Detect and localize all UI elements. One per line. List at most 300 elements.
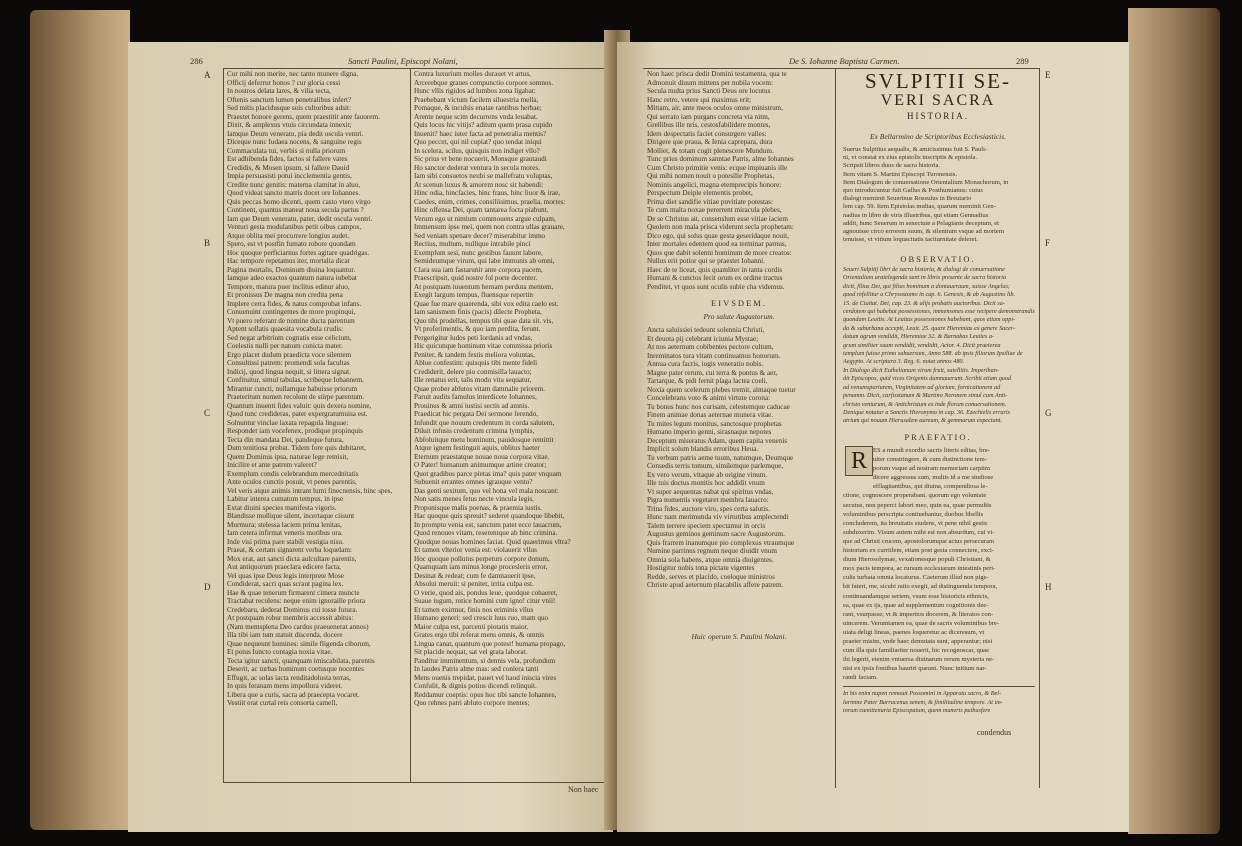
text-line: Iam cetera infirmat veneris moribus ora. — [227, 529, 343, 537]
text-line: dit Episcopos, quid vices Origenis damnauerunt. Scribit etiam quod — [843, 375, 1012, 383]
text-line: In his enim nupen remouit Possomini in Apparatu sacro, & Bel- — [843, 690, 1002, 697]
text-line: voluminibus perscripta continebantur, duobus libellis — [843, 510, 984, 518]
text-line: Quod renoues vitam, reserentque ab hinc crimina. — [414, 529, 558, 537]
work-title-line-2: VERI SACRA — [880, 92, 996, 109]
text-line: Iam que Deum veneratu, pater, dedit oscula ventri. — [227, 214, 373, 223]
text-line: quod refellitur a Chrysostomo in cap. 6. Genesis, & ab Augustino lib. — [843, 291, 1016, 299]
text-line: Dum tenitiosa probat. Tidem fore quis dubitaret, — [227, 444, 366, 452]
text-line: Trina fides, auctore viro, spes certa salutis. — [647, 504, 770, 513]
text-line: Mirantur cuncti, nullamque habuisse priorum — [227, 384, 358, 393]
text-line: nadius in libro de viris illustribus, qui etiam Gennadius — [843, 211, 989, 219]
text-line: penamm. Dicit, carfisstanum & Martino Neronem simul cum Anti- — [843, 392, 1008, 400]
text-line: Verum ego ut nimium commouens argue culpam, — [414, 214, 556, 223]
text-line: Exegit largum tempus, fluensque repertin — [414, 291, 534, 299]
text-line: Iamque Deum veneratu, pia dedit oscula ventri. — [227, 129, 364, 138]
right-page — [617, 42, 1129, 832]
text-line: Te cum malta noxae pererrent miracula plebes, — [647, 206, 782, 214]
text-line: Iam sibi consuetos neubi se mallefratu voluptas, — [414, 172, 553, 180]
observatio-text — [843, 266, 1035, 430]
text-line: Murmura; stelessa laciem prima lenitas, — [227, 520, 342, 529]
text-line: Suerus Sulpitius aequalis, & amicissimus fuit S. Pauli- — [843, 146, 988, 153]
text-line: Lingua canat, quantum que potest! humana propago, — [414, 639, 566, 648]
closing-note: Huic operum S. Paulini Nolani. — [691, 632, 787, 641]
text-line: Implere cerra fides, & natus comprobat infans. — [227, 299, 362, 308]
text-line: Praedicat hic pergata Dei sermone ferendo, — [414, 410, 538, 418]
text-line: Qui serrato iam purgans concreta via nitm, — [647, 112, 770, 121]
text-line: Quodque nouas homines faciat. Quid quaerimus vltra? — [414, 537, 571, 546]
text-line: Et potus Iuncto contagia noxia vitae. — [227, 648, 333, 656]
text-line: Crediderit, delere pio conmisilla lauacto; — [414, 367, 532, 376]
text-line: Credite nunc genitis: materna clamitat in aluo, — [227, 180, 361, 189]
text-line: Hinc odia, hincfacies, hinc fraus, hinc liuor & irae, — [414, 189, 561, 197]
text-line: que ad Christi crucem, apostolorumque actus persecuram — [843, 537, 995, 545]
text-line: Pigra nomentis vegetaret membra lauacro: — [647, 496, 769, 504]
text-line: Quem Dominus ipsa, naturae lege remisit, — [227, 452, 349, 461]
text-line: cerdotem qui habebat possessiones, immensones esse recipere demonstrandis — [843, 308, 1035, 316]
text-line: Hanc retro, vetere qui maximus erit; — [647, 95, 752, 104]
right-margin-letter-f: F — [1045, 238, 1051, 248]
text-line: Ho sanctor dederat ventura in secula mores. — [414, 163, 540, 172]
right-column-divider — [835, 68, 836, 788]
text-line: efflagitantibus, qui diuina, compendiosa le- — [873, 483, 988, 491]
text-line: Confulit, & dignis potius dicendi relinquit. — [414, 682, 537, 690]
text-line: Scripsit libros duos de sacra historia. — [843, 162, 941, 170]
text-line: Exemplum sesi, nunc gestibus fauunt labore, — [414, 248, 543, 257]
text-line: Magne pater rerum, cui terra & pontus & aer, — [647, 368, 778, 377]
text-line: cum illa quis familiariter nouerit, hic recognoscar, quae — [843, 647, 990, 655]
text-line: uiata deligi lineas, paenes loqueretur ac diceresum, vt — [843, 628, 985, 636]
text-line: Vel veris atque animis intrant lumi finecnensis, hinc spes, — [227, 486, 393, 495]
text-line: Praeat, & certam signarent verba loquelam: — [227, 546, 352, 554]
text-line: secutus, non peperci labori meo, quin ea, quae permultis — [843, 501, 992, 509]
text-line: Sic prius vt bene nocuerit, Monsque grautaudi — [414, 155, 547, 163]
text-line: Illa tibi iam tum statuit discenda, docere — [227, 631, 343, 639]
text-line: subduxerim. Visum autem mihi est non absurdum, cui vi- — [843, 528, 995, 536]
text-line: Prouinus & amni iustisi sectis ad amnis. — [414, 401, 530, 410]
text-line: Denique notatur a Sanctis Hieronymo in cap. 36. Ezechielis erraris — [843, 408, 1010, 416]
text-line: Atque oblita mei procurrere longius audet. — [227, 231, 350, 240]
text-line: Et pronissus De magna non credita pena — [227, 291, 343, 299]
text-line: Ablue confestim: quisquis tibi mente fideli — [414, 359, 538, 367]
text-line: quo introducuntur fuit Gallus & Posthumianus: cuius — [843, 187, 983, 195]
text-line: Sed negat arbitrium cognatis esse celicium, — [227, 333, 352, 342]
text-line: Finem animae donas aeternae munera vitae. — [647, 411, 774, 419]
text-line: culis turbata omnia locaturus. Caeterum illud non pige- — [843, 574, 989, 582]
text-line: da & suburbana accepit, Leuit. 25. quare Hieremias ex genere Sacer- — [843, 324, 1016, 332]
text-line: Pagina mortalis, Dominum diuina loquantur. — [227, 265, 356, 274]
text-line: Confituitur, simul tabulas, scribeque Iohannem. — [227, 376, 364, 384]
text-line: Quae nequeunt homines: simile fligenda ciborum, — [227, 639, 371, 648]
text-line: (Nam memsplena Deo cardos praeuenerat annos) — [227, 622, 369, 631]
text-line: Quolem non mala prisca viderunt secla prophetam: — [647, 223, 794, 231]
text-line: Tartarque, & pidi fernit plaga lactea coeli, — [647, 377, 768, 385]
work-title-line-3: HISTORIA. — [906, 111, 970, 121]
eiusdem-subtitle: Pro salute Augustorum. — [703, 312, 775, 321]
text-line: Vt super aequentas nabat qui spiritus vndas, — [647, 487, 774, 496]
text-line: Hac tempore repetamus iter, mortalia dicat — [227, 257, 350, 265]
left-head-rule — [223, 68, 608, 69]
text-line: ES a mundi exordio sacris literis editas, bre- — [873, 447, 990, 454]
text-line: Sit placide nequat, sat vel grata laborat. — [414, 648, 528, 656]
text-line: Reddamur coeptis: opus hoc tibi sancte Iohannes, — [414, 690, 557, 699]
text-line: Libera que a curis, sacra ad praecepta vocaret. — [227, 690, 360, 699]
text-line: Non haec prisca dedit Domini testamenta, qua te — [647, 70, 787, 78]
text-line: dialogi meminit Seuerinus Rossulus in Breuiario — [843, 195, 972, 203]
text-line: At nos aeternum cobibentes pectore cultum, — [647, 343, 774, 351]
text-line: Absolui meruit: si penitet, irrita culpa est. — [414, 580, 534, 588]
text-line: uincerem. Verumtamen ea, quae de sacris voluminibus bre- — [843, 619, 1000, 627]
text-line: Caedes, enim, crimes, consiliisimus, praelia, mortes: — [414, 197, 566, 206]
text-line: Officij deferrur honos ? cur gloria cessi — [227, 78, 341, 87]
left-margin-letter-b: B — [204, 238, 211, 248]
right-margin-letter-h: H — [1045, 582, 1052, 592]
text-line: lem cap. 59. Item Epistolas multas, quarum meminit Gen- — [843, 203, 996, 211]
text-line: mox pacis tempora, ac rursum ecclesiarum intestinis peri- — [843, 565, 996, 573]
text-line: Praestet honore gerens, quem praestitit ante fauorem. — [227, 112, 380, 121]
text-line: Numine parrinus regnum neque diuidit vnum — [647, 547, 777, 555]
text-line: Concelebrans voto & animi virtute corona: — [647, 394, 771, 402]
text-line: At postquam robur membris accessit abitus: — [227, 614, 354, 622]
footnote-rule — [843, 686, 1035, 687]
text-line: De se Christus ait, consenslum esse vitiae iaciem — [647, 214, 788, 223]
text-line: Quantum inuenti fides valuit: quis dexera nomine, — [227, 401, 372, 410]
text-line: Ex vero verum, vitaque ab origine vinum. — [647, 470, 768, 479]
left-outer-rule — [223, 68, 224, 782]
eiusdem-title: EIVSDEM. — [711, 298, 767, 308]
observatio-title: OBSERVATIO. — [900, 254, 976, 264]
text-line: Quae prober ablutos vitam damnalie priorem. — [414, 384, 545, 393]
text-line: Aptent sollatis quaesita vocabula crudis: — [227, 325, 344, 333]
text-line: Credebaru, dederat Dominus cui tosse futura. — [227, 605, 358, 614]
text-line: nisi ex ipsis fontibus hauriri queunt. Nunc initium nar- — [843, 665, 987, 673]
text-line: Prima diet sandifie vitiae puvitiate potestas: — [647, 197, 773, 206]
text-line: Impia persuasisti potui incclementia gentis, — [227, 172, 352, 180]
text-line: Diluit infusis credentum crimina lymphis, — [414, 427, 535, 435]
text-line: Abfoluitque metu hominum, pauidosque remittit — [414, 435, 554, 444]
left-page-edges — [30, 10, 130, 830]
text-line: Iamque adeo exactos quantum natura iubebat — [227, 274, 357, 282]
work-subtitle: Ex Bellarmino de Scriptoribus Ecclesiasticis. — [869, 132, 1007, 141]
text-line: Das genti sexitum, quo vel hona vel mala noscant: — [414, 486, 559, 495]
text-line: Tractabat reculens: neque enim ignoraille priora — [227, 597, 366, 605]
text-line: Hoc quoque perficiarnus fortes agitare quadrigas. — [227, 248, 370, 257]
text-line: Immensum ipse mei, quem non contra ullas grauare, — [414, 223, 565, 231]
text-line: dicit, filius Dei, qui filius hominum a doniaueraum, suisse Angelus; — [843, 282, 1010, 290]
text-line: dotum agrum vendidit, Hieremiae 32. & Barnabas Leuites a- — [843, 333, 995, 341]
left-running-head: Sancti Paulini, Episcopi Nolani, — [348, 56, 458, 66]
text-line: Hoc quoque pollutus perpeturs corpore donum, — [414, 554, 550, 563]
text-line: O Pater! humanum animumque artine creator; — [414, 461, 547, 469]
text-line: Christe apud aeternum placabilis affere patrem. — [647, 581, 784, 589]
text-line: Seueri Sulpitij libri de sacra historia, & dialogi de conuersatione — [843, 266, 1005, 273]
right-page-number: 289 — [1016, 56, 1029, 66]
text-line: Molliet, & totam cogit plenescere Mundum. — [647, 146, 774, 155]
text-line: Eternum praestatque nouae noua corpora vitae. — [414, 452, 550, 461]
right-running-head: De S. Iohanne Baptista Carmen. — [789, 56, 900, 66]
text-line: praeter misim, vnde haec demutata sunt, apperantur; nisi — [843, 637, 993, 645]
text-line: Item Dialogum de conuersatione Orientalium Monachorum, in — [843, 178, 1009, 186]
text-line: In quis feranam mens impollura videret. — [227, 682, 343, 690]
text-line: porum vsque ad nostram memoriam carptim — [873, 465, 991, 473]
text-line: Item vitam S. Martini Episcopi Turonensis. — [843, 170, 958, 178]
text-line: Coelestis nulli per nanum conicta mater. — [227, 342, 343, 350]
text-line: Annua cura facris, iugis veneratio nobis. — [647, 360, 764, 368]
text-line: Omnia sola habens, atque omnia diuigentes. — [647, 555, 774, 564]
text-line: addit, hunc Seuerum in senectute a Pelagianis deceptum, et — [843, 219, 1000, 227]
text-line: Blandisse mollique silent, incertaque ciisunt — [227, 512, 355, 520]
intro-paragraph — [843, 146, 1035, 250]
text-line: Inreminatos tura vitam continuamus honorum. — [647, 351, 781, 360]
text-line: Desinat & redeat; cum fe damnauerit ipse, — [414, 571, 536, 580]
text-line: Mox erat, aut sancti dicta aulcultare parentis, — [227, 554, 357, 563]
text-line: Ancta saluissiei tedeunt solennia Christi, — [647, 326, 765, 334]
text-line: Aegypto. At scriptura 3. Reg. 6. notat annos 480. — [843, 358, 965, 366]
text-line: Deceptum miseratus Adam, quem capita venenis — [647, 436, 788, 445]
text-line: Nullus erit potior qui se praestet Iohanni. — [647, 257, 765, 265]
text-line: ctione, cognoscere properabant. quorum ego voluntate — [843, 492, 987, 500]
text-line: Quis frarrem inanumque pio complexus vtraumque — [647, 538, 795, 547]
text-line: Rectius, multum, nullique intrabile pinci — [414, 240, 531, 248]
text-line: continuandamque seriem, vsum esse historicis ethnicis, — [843, 592, 989, 600]
text-line: Effugit, ac solas iacta renditadolusta terras, — [227, 673, 351, 682]
text-line: Hunc nam merimunda viv virtutibus amplectendi — [647, 513, 789, 521]
text-line: Idem despectatis faciet consurgere valles: — [647, 129, 767, 138]
text-line: Sed mitis placidusque suis cultoribus adsit: — [227, 104, 351, 112]
text-line: Arcerebque graues compunctio corpore somnos. — [414, 78, 554, 87]
text-line: uiter constringere, & cum distinctione tem- — [873, 456, 987, 464]
left-margin-letter-a: A — [204, 70, 211, 80]
text-line: Cur mihi non merite, nec tanto munere digna, — [227, 70, 359, 78]
text-line: Inuenit? haec iuter facta ad penetralia mentis? — [414, 129, 547, 138]
text-line: Indicij, quod lingua nequit, si littera signat. — [227, 367, 351, 376]
text-line: dicere aggressus sum, multis id a me studiose — [873, 474, 994, 482]
text-line: Commaculata tui, verbis si nulla priorum — [227, 146, 346, 155]
text-line: Labitur interea cumatum tempus, in ipse — [227, 495, 344, 503]
text-line: Quos que dabit solenni hominum de more creatos: — [647, 248, 792, 257]
text-line: Quis locus hic vitijs? aditum quem prasa cupido — [414, 121, 553, 129]
text-line: Mittam, air, ante meos oculos omne ministrum, — [647, 104, 784, 112]
text-line: Continent, quantus maneat noua secula partus ? — [227, 206, 364, 214]
text-line: Nominis angelici, magna etemprecipis honore: — [647, 180, 782, 189]
text-line: Hae & quae tenerum firmarent cimera muncte — [227, 588, 360, 597]
text-line: Respondet iam vocefenex, prodique propinquis — [227, 427, 363, 435]
text-line: Humano generi: sed crescit luus ruo, mam quo — [414, 614, 549, 622]
text-line: Iam sanismem finis (pacis) dilecte Propheta, — [414, 308, 542, 316]
text-line: Ergo placet dudum praedicta voce silentem — [227, 350, 352, 359]
text-line: Et tamen exirmur, finis nos eriminis vllus — [414, 605, 534, 614]
text-line: ad venumspariurem, Virginitatem ad gloriam, fornicationem ad — [843, 383, 1001, 391]
text-line: O verie, quod ais, pondus leue, quodque cohaeret, — [414, 588, 558, 597]
text-line: Penditet, vt quos sunt oculis subie cha videmus. — [647, 282, 785, 291]
text-line: Quod videat sancto matris docet ore Iohannes. — [227, 189, 361, 197]
text-line: atrium qui nouum Hierusalem aureum, & gemmarum expectant. — [843, 417, 1003, 425]
text-line: Consedis terris tomum, similemque parlemque, — [647, 462, 784, 470]
text-line: Contra luxurium molles durauet vt artus, — [414, 70, 531, 78]
text-line: torum cumittenuria Episcopatum, quem muneris puibusfere — [843, 707, 991, 715]
text-line: Humano imperio genni, sirasnaque nepotes — [647, 428, 772, 436]
text-line: Tu bonus hunc nos curisam, celestemque caducae — [647, 402, 790, 411]
text-line: Grates ergo tibi referat mens omnis, & omnis — [414, 631, 545, 639]
text-line: In laudes Patris alme mas: sed conlera tanti — [414, 665, 539, 673]
text-line: Paruit audits famulus interdicete Iohannes, — [414, 393, 537, 401]
text-line: Vt puero referant de nomine ducta parentum — [227, 316, 355, 325]
text-line: In promptu venia est, sanctum patet ecce lauacrum, — [414, 520, 562, 529]
text-line: Ille renatus erit, talis modo vita sequatur, — [414, 376, 532, 384]
left-foot-rule — [223, 782, 608, 783]
text-line: Vt proferimentis, & quo iam perdita, ferunt. — [414, 325, 541, 333]
right-margin-letter-g: G — [1045, 408, 1052, 418]
praefatio-initial: R — [845, 446, 873, 476]
text-line: Venturi gesta modulanibus petit oibus campos, — [227, 223, 362, 231]
right-verse-column-b — [647, 326, 831, 590]
text-line: 15. de Ciuitat. Dei, cap. 23. & alijs probatis auctoribus. Dicit sa- — [843, 299, 1005, 307]
left-catchword: Non haec — [568, 785, 599, 794]
text-line: Proponisque malis poenas, & praemia iustis. — [414, 503, 542, 512]
text-line: Mens ouenis trepidat, pauet vel haud iniscia vires — [414, 673, 557, 682]
text-line: Cum Christo primitie venis: ecque impiuanis ille — [647, 163, 788, 172]
text-line: Arente neque scim decurrens vnda leuabat. — [414, 112, 538, 121]
text-line: Tecta din mandata Dei, pandeque futura, — [227, 435, 344, 444]
text-line: historiam ex curriilem, etiam post gesta connectere, exci- — [843, 547, 995, 555]
text-line: Hic quicunque hominum vitae commissa prioris — [414, 342, 553, 350]
text-line: At scenun luxus & amorem nosc sit habendi: — [414, 180, 544, 189]
text-line: In scelera, scilus, quisquis non indiget vllo? — [414, 146, 540, 155]
text-line: Oftenis sanctum lumen penetralibus infert? — [227, 95, 352, 104]
text-line: rant, vsurpasse; vt & imperitos docerem, & literatos con- — [843, 610, 994, 618]
text-line: Pomaque, & inculsis enatae rantibus herbae; — [414, 104, 542, 112]
text-line: Tempore, matura puer inclitus edinur aluo, — [227, 282, 350, 291]
text-line: Quo peccet, qui nil cupiat? quo tendat iniqui — [414, 138, 542, 146]
text-line: Semideumque virum, qui labe immunis ab omni, — [414, 257, 555, 265]
text-line: Tecta igitur sancti, quanquam imiscabilata, parentis — [227, 656, 375, 665]
text-line: In nostros delata lares, & vilia tecta, — [227, 87, 331, 95]
text-line: Credidis, & Mosen ipsum, si fallere Dauid — [227, 163, 350, 172]
text-line: Noxia quem scelerum plebes tremit, almaque tuetur — [647, 385, 796, 394]
text-line: Exemplum condis celebrandum mercednitatis — [227, 469, 359, 478]
text-line: In Dialogo dicit Euthelianum virum fruit, satellitis. Imperiban- — [843, 366, 999, 374]
text-line: Hunc vllis rigidos ad lumbos zona ligabat: — [414, 87, 536, 95]
text-line: Diceque nunc Iudaea nocens, & sanguine regis — [227, 138, 362, 146]
right-margin-letter-e: E — [1045, 70, 1051, 80]
text-line: larmine Pater Barracenus senem, & fimilitudine tempore. At im- — [843, 698, 1003, 706]
text-line: tenuisse, vt vitium loquacitatis taciturnitate deleret. — [843, 236, 978, 244]
text-line: Conuenuint contingentes de more propinqui, — [227, 308, 356, 316]
text-line: Pergerigitur ludos peti Iordanis ad vndas, — [414, 333, 533, 342]
text-line: Extat diuini species manifesta vigoris. — [227, 503, 337, 512]
text-line: dium Hierosolymae, vexationesque populi Christiani, & — [843, 556, 991, 564]
text-line: Panditur imminentum, si dennis vela, profundum — [414, 656, 556, 665]
text-line: Est adhibenda fides, factos si fallere vates — [227, 155, 348, 163]
text-line: Inter mortales edentem quod ea terminar parnus, — [647, 240, 787, 248]
text-line: Vestiit erat curtal reis consorta camell, — [227, 699, 338, 707]
text-line: ea, quae ex ijs, quae ad supplementum cognitionis dee- — [843, 601, 989, 609]
text-line: Talem terrere speciem spectamur in orcis — [647, 521, 766, 530]
text-line: Inicilire et ante patrem valeret? — [227, 461, 317, 469]
text-line: Peniter, & tandem festis meliora voluntas, — [414, 350, 535, 359]
text-line: Dirigere que praua, & Ienia caprepara, dura — [647, 138, 773, 146]
text-line: concluderem, ita breuitatis studens, vt pene nihil gestis — [843, 519, 988, 527]
text-line: Perspectum Deiple elementis probet, — [647, 189, 753, 197]
left-margin-letter-c: C — [204, 408, 211, 418]
text-line: Vel quas ipse Deus legis interprete Mose — [227, 571, 344, 580]
text-line: Subuenit errantes omnes igrauque vento? — [414, 478, 533, 486]
left-verse-column-2 — [414, 70, 606, 780]
text-line: Quod tunc credideras, pater expergratumuisa est. — [227, 410, 368, 418]
right-outer-rule — [1039, 68, 1040, 788]
text-line: Redde, serves et placido, coeloque ministros — [647, 572, 775, 581]
text-line: bit fateri, me, sicubi ratio exegit, ad distinguenda tempora, — [843, 583, 998, 591]
text-line: Praebebant victum facilem siluestria mella, — [414, 95, 539, 104]
text-line: Hinc offensa Dei, quam tantarea focta piabunt. — [414, 206, 549, 214]
text-line: Atque ignem festinguit aquis, oblitus haeter — [414, 444, 540, 452]
text-line: templum fuisse primo subuersum, Anno 588. ab ipsis filiorum Ipsiliae de — [843, 350, 1023, 358]
text-line: Non satis menes fetus necte vincula legis, — [414, 495, 534, 503]
text-line: Secula multa prius Sancti Deus ore locutus — [647, 87, 771, 95]
text-line: Quo tibi prodellas, tempus tibi quae data sit. vis, — [414, 316, 554, 325]
text-line: ni, vt constat ex eius epistolis inscriptis & epistola. — [843, 154, 978, 162]
text-line: Ante oculos cunctis posuit, vt penes parentis, — [227, 478, 357, 486]
text-line: Inde visi prima pare stabili vestigia nisu. — [227, 537, 344, 546]
text-line: Haec de te liceat, quis quamliter in tanta cordis — [647, 265, 783, 274]
left-column-divider — [410, 68, 411, 782]
text-line: Grellibus ille nris, cestosfabilidere montes, — [647, 121, 771, 129]
text-line: Augustus geminos geminum sacre Augustorum. — [647, 530, 785, 538]
text-line: Maior culpa est, parcenti piotatis maior. — [414, 622, 529, 631]
text-line: agnouisse circo errorem suum, & silentium vsque ad mortem — [843, 228, 1004, 236]
text-line: Quo rehnes patri abluto corpore mentes; — [414, 699, 530, 707]
text-line: Implicit solum blandis erroribus Heua. — [647, 445, 759, 453]
text-line: Solnuntur vinclae laxata repagula linguae: — [227, 418, 349, 427]
text-line: Quamquam iam minus longe procesleris error, — [414, 563, 548, 571]
text-line: Spero, est vt postfin fumato robore quondam — [227, 240, 356, 248]
left-page — [128, 42, 613, 832]
text-line: Qui mihi nomen nouit o potesilie Prophetas, — [647, 172, 775, 180]
text-line: At postquam iuuentum hernam perduta mentem, — [414, 282, 554, 291]
text-line: Praeteritum nomen recolunt de stirpe parentum. — [227, 393, 365, 401]
text-line: Aut antiquorum praeclara edicere facta, — [227, 563, 341, 571]
right-catchword: condendus — [977, 728, 1012, 737]
text-line: Ille tuis doctus monitis hoc addidit vnum — [647, 479, 765, 487]
left-page-number: 286 — [190, 56, 203, 66]
text-line: Sed veniam spenare decer? miserabitur immo — [414, 231, 546, 240]
text-line: Quot gradibus parce pietas ima? quis pater vnquam — [414, 469, 562, 478]
text-line: quondam Leuitis. At Leuitas possessiones habebant, quos etiam oppi- — [843, 316, 1016, 324]
text-line: Condiderat, sacri quas scraut pagina lex. — [227, 580, 344, 588]
text-line: Praescripsit, quid nostre fol porte decenter. — [414, 274, 538, 282]
right-page-edges — [1128, 8, 1220, 834]
text-line: Et tamen vlterior venia est: violauerit vllus — [414, 546, 537, 554]
text-line: Clara sua iam fastarunir ante corpora pacem, — [414, 265, 543, 274]
text-line: Tunc prius dominum sanntae Patris, alme Iohannes — [647, 155, 794, 163]
text-line: Tu verbum patris aeme tuum, natumque, Deumque — [647, 453, 794, 462]
text-line: grum similiter suum vendidit, vendidit, Actor. 4. Dicit praeterea — [843, 341, 1001, 349]
text-line: Quis peccas homo dicenti, quem casto vtero virgo — [227, 197, 371, 206]
text-line: Consultissi patrem: promendi sola facultas — [227, 359, 350, 367]
praefatio-title: PRAEFATIO. — [904, 432, 972, 442]
text-line: Hostigitur nobis tona pictate vigentes — [647, 564, 755, 572]
text-line: Infundit que nouum credentum in corda salutem, — [414, 418, 555, 427]
text-line: Deserit, ac turbas hominum coetusque nocentes — [227, 665, 364, 673]
text-line: Humani & cunctos fecit orum ex ordine tractus — [647, 274, 783, 282]
text-line: christo venturum, & Antichristum ex inde florum conuersationem. — [843, 400, 1007, 408]
text-line: Suaue iugum, rotice homini cum igno! citur vnii! — [414, 597, 556, 605]
right-verse-column-a — [647, 70, 831, 292]
text-line: Et deuota pij celebrant iciunia Mystae; — [647, 334, 759, 343]
text-line: Hac quoque quis spreuit? sederet quandoque libebit, — [414, 512, 565, 520]
left-verse-column-1 — [227, 70, 408, 780]
text-line: Orientalium uratelegenda sunt in libris presente de sacra historia — [843, 274, 1007, 282]
closing-footnote — [843, 690, 1035, 720]
